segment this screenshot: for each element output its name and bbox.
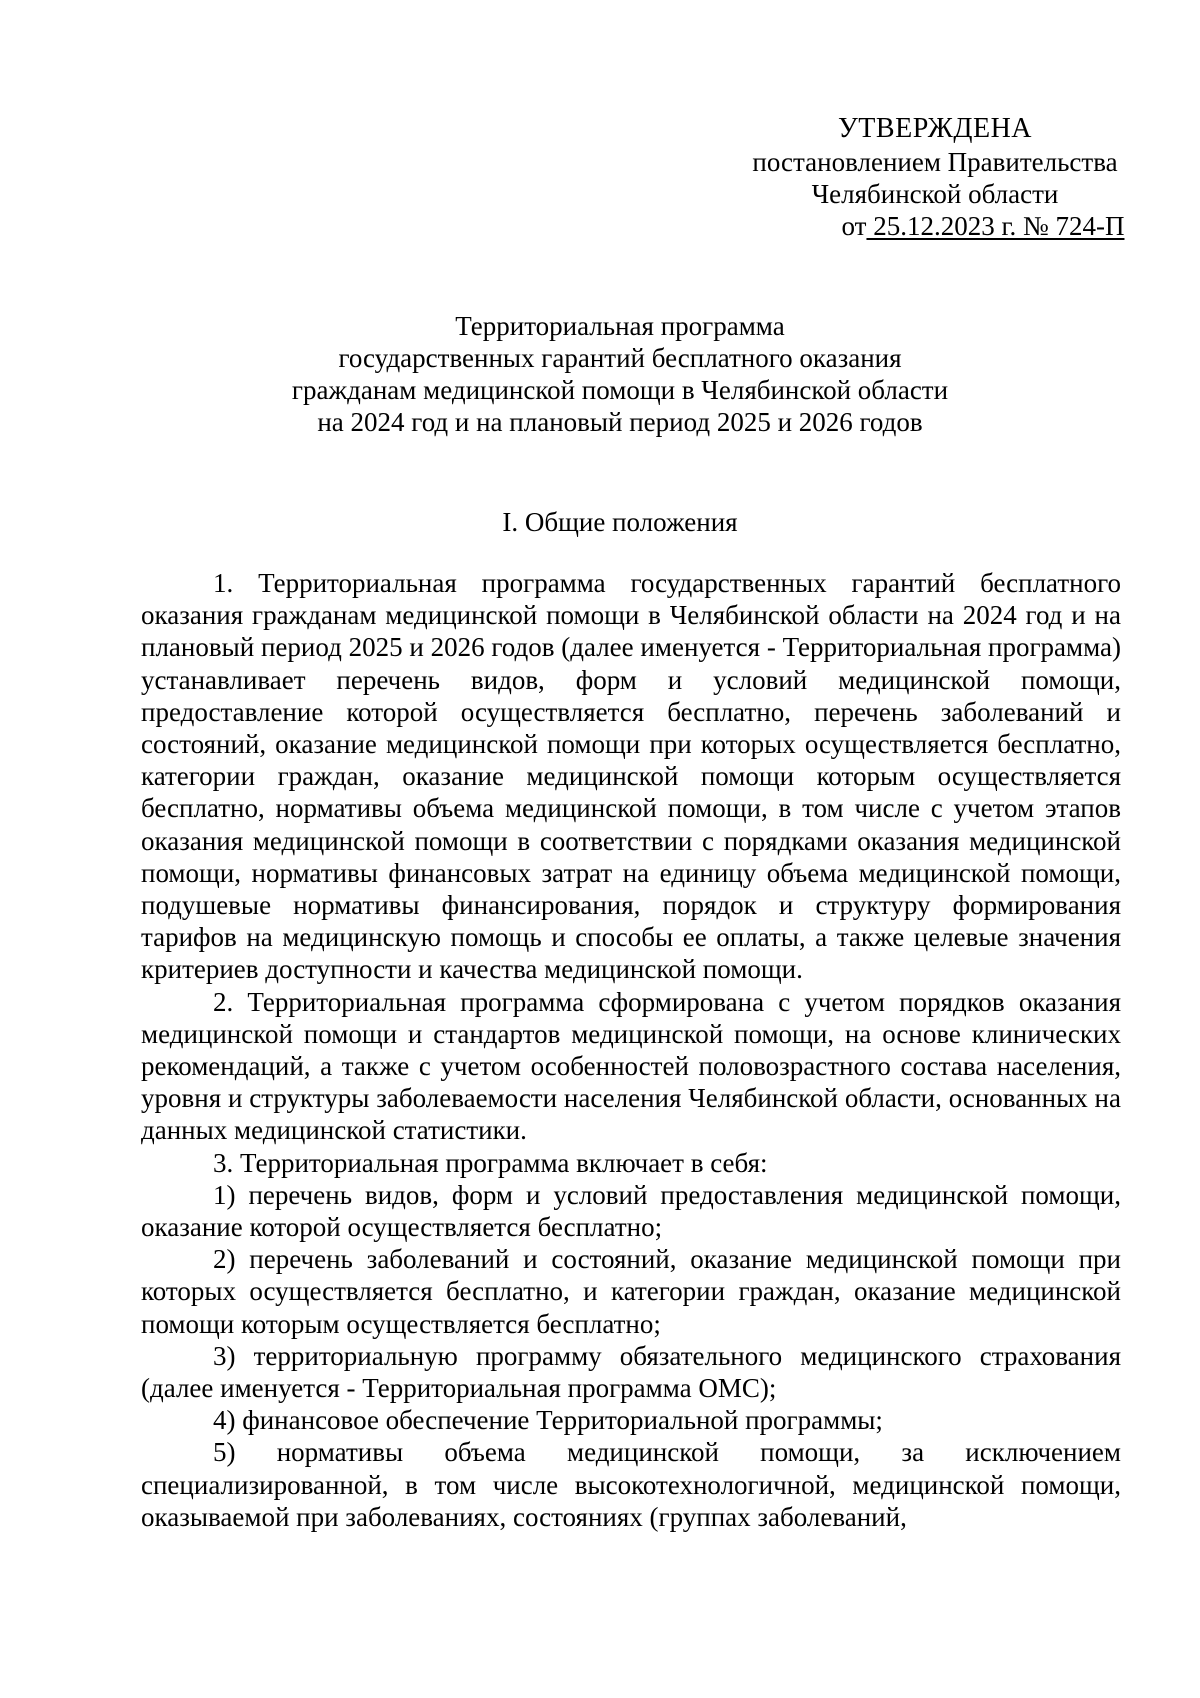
approval-date-line (748, 210, 1200, 242)
program-title-line-1: Территориальная программа (455, 311, 785, 341)
paragraph-1: 1. Территориальная программа государственных гарантий бесплатного оказания гражданам медицинской помощи в Челябинской области на 2024 год и на плановый период 2025 и 2026 годов (далее именуется - Территориальная программа) устанавливает перечень видов, форм и условий медицинской помощи, предоставление которой осуществляется бесплатно, перечень заболеваний и состояний, оказание медицинской помощи при которых осуществляется бесплатно, категории граждан, оказание медицинской помощи которым осуществляется бесплатно, нормативы объема медицинской помощи, в том числе с учетом этапов оказания медицинской помощи в соответствии с порядками оказания медицинской помощи, нормативы финансовых затрат на единицу объема медицинской помощи, подушевые нормативы финансирования, порядок и структуру формирования тарифов на медицинскую помощь и способы ее оплаты, а также целевые значения критериев доступности и качества медицинской помощи. (141, 568, 1121, 985)
approval-line-1: постановлением Правительства (752, 147, 1118, 177)
list-item-4: 4) финансовое обеспечение Территориальной программы; (213, 1405, 883, 1436)
program-title-line-2: государственных гарантий бесплатного оказания (338, 343, 902, 373)
section-heading: I. Общие положения (502, 507, 738, 537)
program-title-line-3: гражданам медицинской помощи в Челябинской области (291, 375, 949, 405)
program-title (245, 310, 995, 438)
program-title-line-4: на 2024 год и на плановый период 2025 и 2026 годов (317, 407, 923, 437)
list-item-3: 3) территориальную программу обязательного медицинского страхования (далее именуется - Территориальная программа ОМС); (141, 1340, 1121, 1404)
body-text (141, 567, 1121, 1533)
paragraph-2: 2. Территориальная программа сформирована с учетом порядков оказания медицинской помощи и стандартов медицинской помощи, на основе клинических рекомендаций, а также с учетом особенностей половозрастного состава населения, уровня и структуры заболеваемости населения Челябинской области, основанных на данных медицинской статистики. (141, 986, 1121, 1146)
list-item-1: 1) перечень видов, форм и условий предоставления медицинской помощи, оказание которой осуществляется бесплатно; (141, 1179, 1121, 1243)
list-item-2: 2) перечень заболеваний и состояний, оказание медицинской помощи при которых осуществляется бесплатно, и категории граждан, оказание медицинской помощи которым осуществляется бесплатно; (141, 1244, 1121, 1339)
approval-date-prefix: от (841, 211, 867, 241)
approval-line-2: Челябинской области (811, 179, 1059, 209)
approval-stamp (700, 113, 1170, 242)
paragraph-3: 3. Территориальная программа включает в себя: (213, 1147, 768, 1178)
approval-title: УТВЕРЖДЕНА (837, 113, 1033, 144)
approval-date-value: 25.12.2023 г. № 724-П (866, 211, 1125, 241)
list-item-5: 5) нормативы объема медицинской помощи, за исключением специализированной, в том числе высокотехнологичной, медицинской помощи, оказываемой при заболеваниях, состояниях (группах заболеваний, (141, 1437, 1121, 1532)
